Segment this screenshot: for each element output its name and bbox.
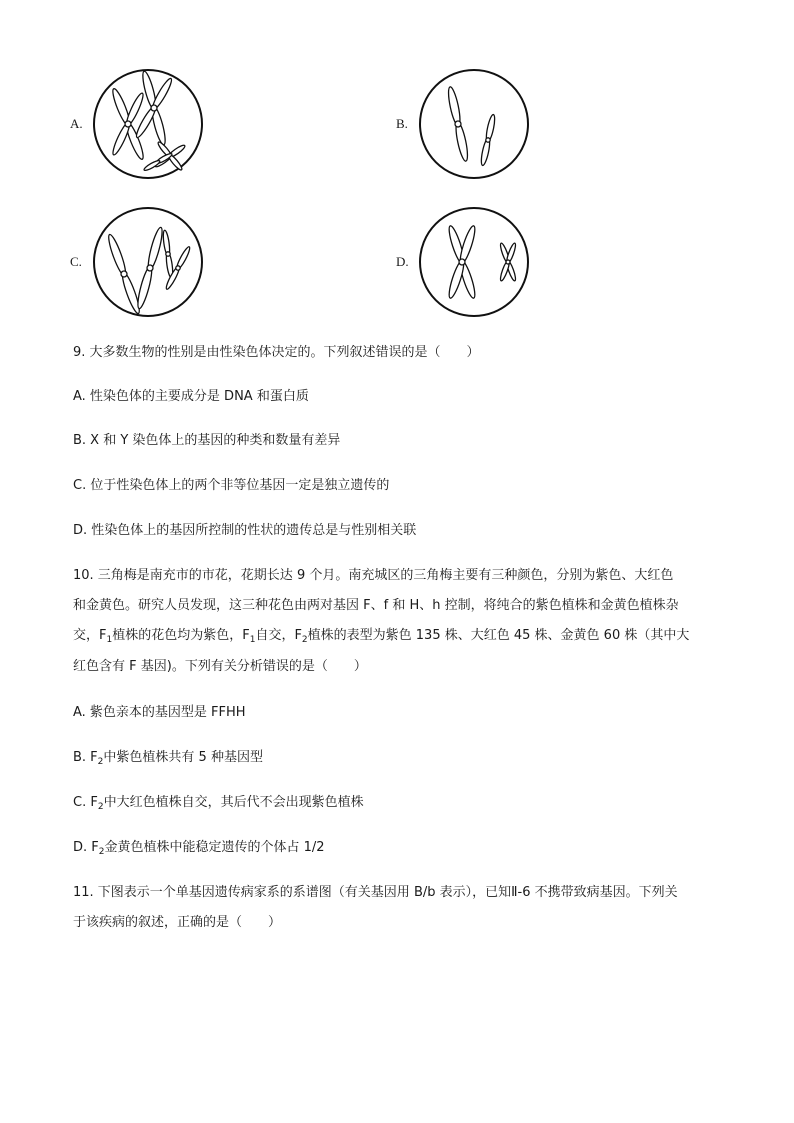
option-a-label: A. <box>70 116 83 131</box>
q10-stem-line1: 10. 三角梅是南充市的市花，花期长达 9 个月。南充城区的三角梅主要有三种颜色，分别为紫色、大红色 <box>73 568 674 583</box>
q10-stem-line4: 红色含有 F 基因)。下列有关分析错误的是（ ） <box>73 659 367 674</box>
q9-stem: 9. 大多数生物的性别是由性染色体决定的。下列叙述错误的是（ ） <box>73 345 480 360</box>
option-d-label: D. <box>396 254 409 269</box>
q10-option-a: A. 紫色亲本的基因型是 FFHH <box>73 705 246 720</box>
q9-option-c: C. 位于性染色体上的两个非等位基因一定是独立遗传的 <box>73 478 390 493</box>
cell-diagram-b <box>418 68 530 180</box>
q9-option-d: D. 性染色体上的基因所控制的性状的遗传总是与性别相关联 <box>73 523 417 538</box>
option-b-label: B. <box>396 116 408 131</box>
option-c-label: C. <box>70 254 82 269</box>
q10-stem-line2: 和金黄色。研究人员发现，这三种花色由两对基因 F、f 和 H、h 控制，将纯合的紫色植株和金黄色植株杂 <box>73 598 679 613</box>
cell-diagram-c <box>92 206 204 318</box>
q10-stem-line3: 交，$F_1$植株的花色均为紫色，$F_1$自交，$F_2$植株的表型为紫色 135 株、大红色 45 株、金黄色 60 株（其中大 <box>73 628 690 645</box>
q10-option-b: B. $F_2$中紫色植株共有 5 种基因型 <box>73 750 263 767</box>
q9-option-a: A. 性染色体的主要成分是 DNA 和蛋白质 <box>73 389 309 404</box>
q10-option-d: D. $F_2$金黄色植株中能稳定遗传的个体占 1/2 <box>73 840 325 857</box>
q11-stem-line1: 11. 下图表示一个单基因遗传病家系的系谱图（有关基因用 B/b 表示），已知Ⅱ-6 不携带致病基因。下列关 <box>73 885 678 900</box>
q10-option-c: C. $F_2$中大红色植株自交，其后代不会出现紫色植株 <box>73 795 364 812</box>
q11-stem-line2: 于该疾病的叙述，正确的是（ ） <box>73 915 282 930</box>
cell-diagram-a <box>92 68 204 180</box>
q9-option-b: B. X 和 Y 染色体上的基因的种类和数量有差异 <box>73 433 341 448</box>
cell-diagram-d <box>418 206 530 318</box>
